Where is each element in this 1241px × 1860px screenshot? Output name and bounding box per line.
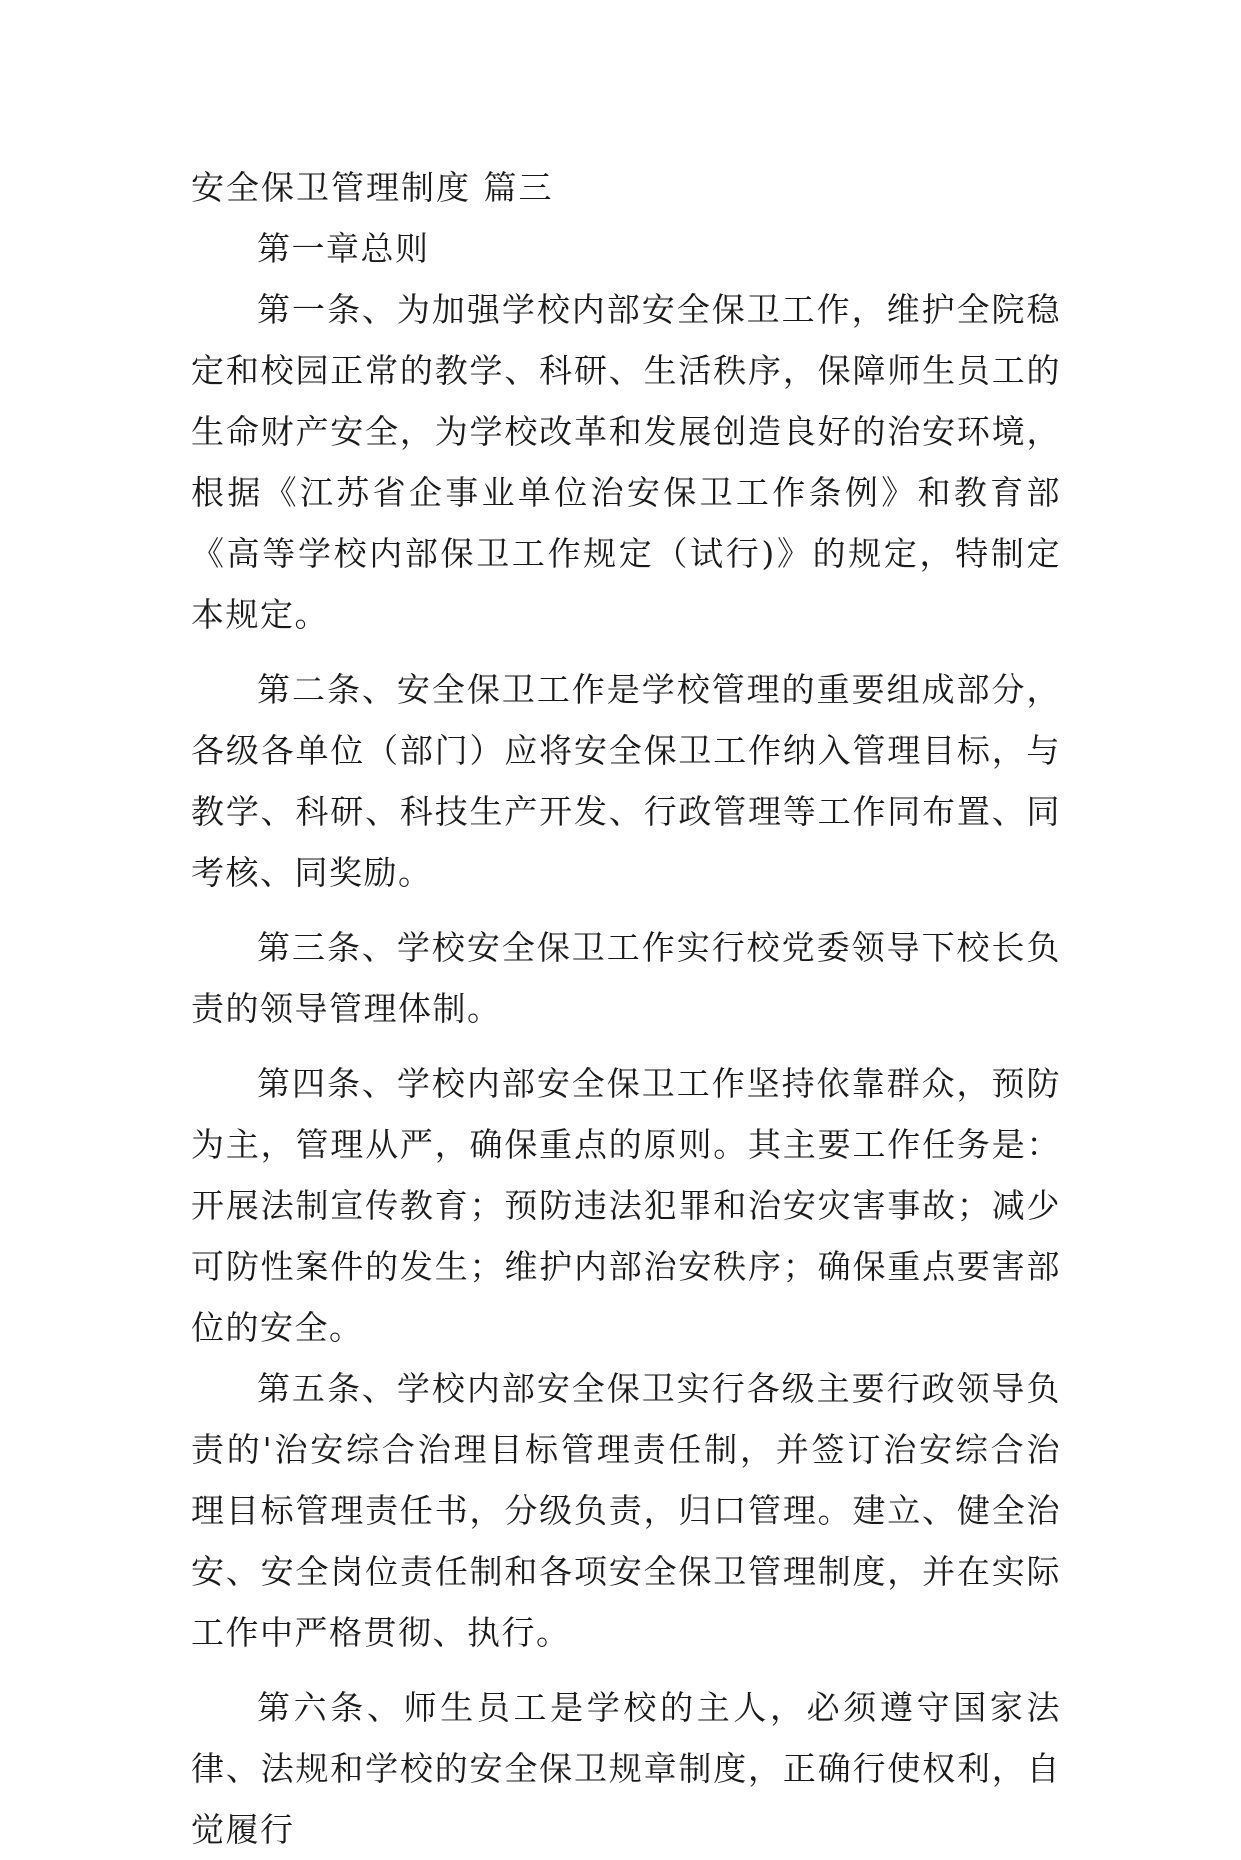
article-1: 第一条、为加强学校内部安全保卫工作，维护全院稳定和校园正常的教学、科研、生活秩序，保障师生员工的生命财产安全，为学校改革和发展创造良好的治安环境，根据《江苏省企事业单位治安保卫工作条例》和教育部《高等学校内部保卫工作规定（试行)》的规定，特制定本规定。 [191, 290, 1061, 634]
document-body [191, 157, 1061, 1860]
article-2: 第二条、安全保卫工作是学校管理的重要组成部分，各级各单位（部门）应将安全保卫工作纳入管理目标，与教学、科研、科技生产开发、行政管理等工作同布置、同考核、同奖励。 [191, 670, 1061, 892]
article-5: 第五条、学校内部安全保卫实行各级主要行政领导负责的'治安综合治理目标管理责任制，并签订治安综合治理目标管理责任书，分级负责，归口管理。建立、健全治安、安全岗位责任制和各项安全保卫管理制度，并在实际工作中严格贯彻、执行。 [191, 1369, 1061, 1652]
article-4: 第四条、学校内部安全保卫工作坚持依靠群众，预防为主，管理从严，确保重点的原则。其主要工作任务是：开展法制宣传教育；预防违法犯罪和治安灾害事故；减少可防性案件的发生；维护内部治安秩序；确保重点要害部位的安全。 [191, 1064, 1061, 1347]
chapter-heading: 第一章总则 [257, 229, 430, 268]
document-title: 安全保卫管理制度 篇三 [191, 168, 554, 207]
article-3: 第三条、学校安全保卫工作实行校党委领导下校长负责的领导管理体制。 [191, 928, 1061, 1028]
article-6: 第六条、师生员工是学校的主人，必须遵守国家法律、法规和学校的安全保卫规章制度，正确行使权利，自觉履行 [191, 1688, 1061, 1849]
